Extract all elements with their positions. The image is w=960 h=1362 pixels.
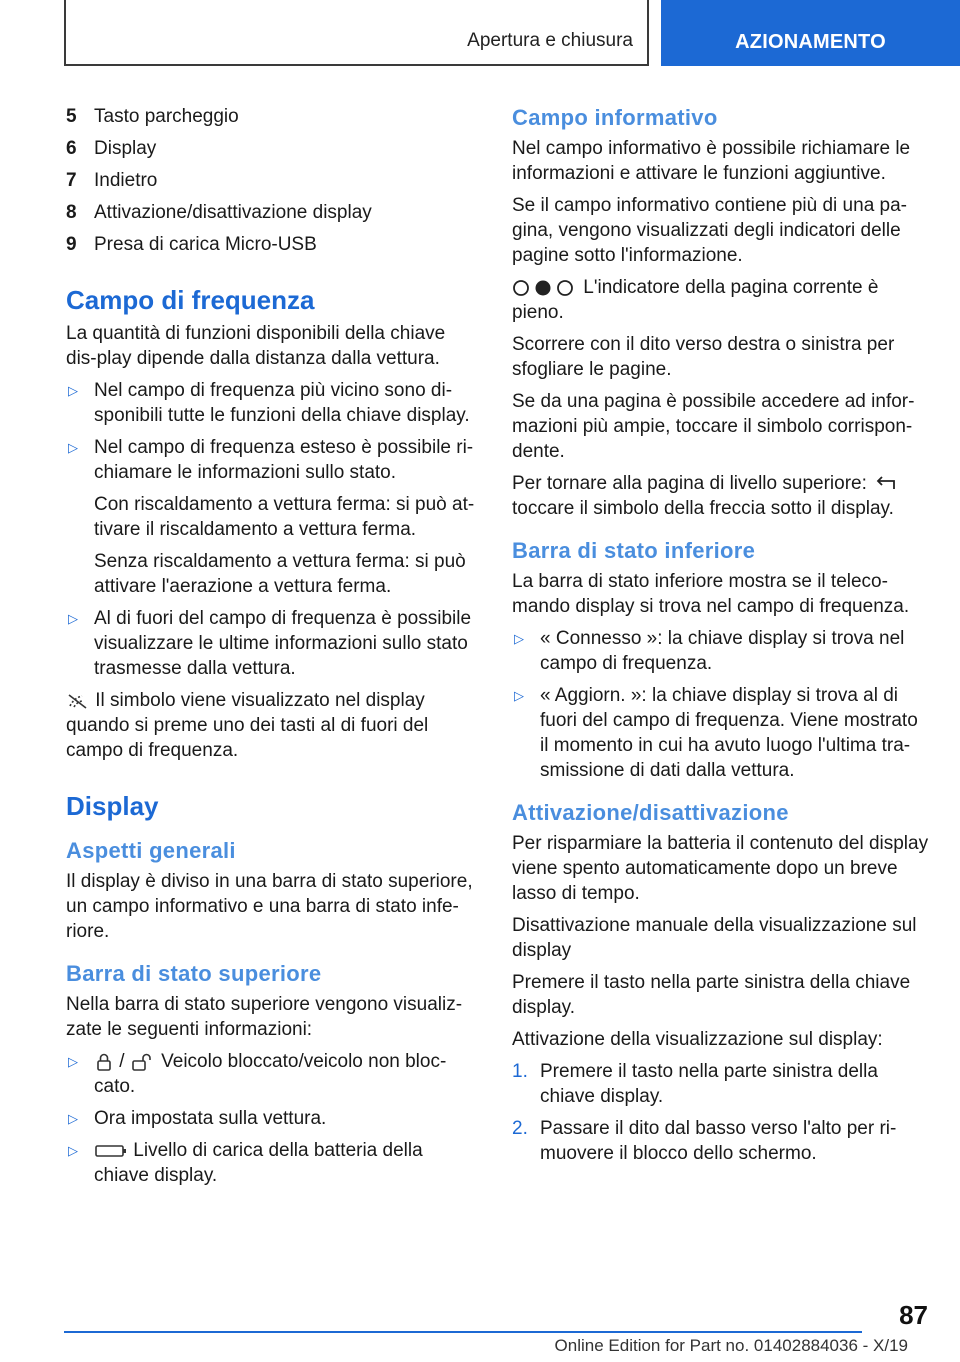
paragraph-text: Per tornare alla pagina di livello superiore: (512, 473, 867, 494)
legend-item (66, 104, 480, 129)
page-indicator-icon (512, 278, 578, 298)
bullet-text-wrap (94, 1049, 480, 1099)
bullet-item (66, 1138, 480, 1188)
legend-number: 6 (66, 138, 77, 159)
step-number: 2. (512, 1118, 528, 1139)
bullet-text: Nel campo di frequenza esteso è possibile ri-chiamare le informazioni sullo stato. (94, 437, 474, 483)
heading-display: Display (66, 791, 159, 821)
bullet-text: Livello di carica della batteria della chiave display. (94, 1140, 423, 1186)
triangle-bullet-icon: ▷ (514, 631, 524, 646)
paragraph: Scorrere con il dito verso destra o sinistra per sfogliare le pagine. (512, 334, 895, 380)
note-paragraph (66, 688, 480, 763)
legend-item (66, 168, 480, 193)
paragraph-text: toccare il simbolo della freccia sotto il display. (512, 498, 894, 519)
legend-number: 8 (66, 202, 77, 223)
legend-text: Attivazione/disattivazione display (94, 202, 372, 223)
header-section-tab (64, 0, 649, 66)
heading-lower-status-bar: Barra di stato inferiore (512, 538, 756, 563)
paragraph: Nel campo informativo è possibile richiamare le informazioni e attivare le funzioni aggiuntive. (512, 138, 911, 184)
triangle-bullet-icon: ▷ (68, 440, 78, 455)
bullet-item (66, 435, 480, 485)
bullet-item (512, 683, 930, 783)
lock-closed-icon (94, 1052, 114, 1072)
legend-item (66, 232, 480, 257)
bullet-item (66, 1049, 480, 1099)
paragraph: La quantità di funzioni disponibili della chiave dis-play dipende dalla distanza dalla vettura. (66, 323, 446, 369)
triangle-bullet-icon: ▷ (68, 1054, 78, 1069)
legend-number: 9 (66, 234, 77, 255)
footer-edition: Online Edition for Part no. 01402884036 - X/19 (554, 1336, 908, 1355)
step-number: 1. (512, 1061, 528, 1082)
legend-text: Indietro (94, 170, 158, 191)
bullet-text: Veicolo bloccato/veicolo non bloc-cato. (94, 1051, 447, 1097)
bullet-text: Al di fuori del campo di frequenza è possibile visualizzare le ultime informazioni sullo stato trasmesse dalla vettura. (94, 608, 472, 679)
left-column (66, 104, 480, 1195)
bullet-text: Ora impostata sulla vettura. (94, 1108, 327, 1129)
step-text: Passare il dito dal basso verso l'alto per ri-muovere il blocco dello schermo. (540, 1118, 897, 1164)
step-text: Premere il tasto nella parte sinistra della chiave display. (540, 1061, 878, 1107)
step-item (512, 1116, 930, 1166)
legend-item (66, 200, 480, 225)
bullet-item (66, 378, 480, 428)
triangle-bullet-icon: ▷ (68, 611, 78, 626)
header-chapter-tab (661, 0, 960, 66)
bullet-text: « Connesso »: la chiave display si trova nel campo di frequenza. (540, 628, 905, 674)
paragraph: Se da una pagina è possibile accedere ad infor-mazioni più ampie, toccare il simbolo corrispon-dente. (512, 391, 915, 462)
triangle-bullet-icon: ▷ (68, 1111, 78, 1126)
bullet-item (512, 626, 930, 676)
legend-text: Display (94, 138, 157, 159)
paragraph (512, 471, 930, 521)
page-number: 87 (899, 1300, 928, 1330)
note-text: Il simbolo viene visualizzato nel display quando si preme uno dei tasti al di fuori del campo di frequenza. (66, 690, 429, 761)
sub-paragraph: Senza riscaldamento a vettura ferma: si può attivare l'aerazione a vettura ferma. (94, 551, 466, 597)
legend-number: 7 (66, 170, 77, 191)
heading-frequency-range: Campo di frequenza (66, 285, 315, 315)
bullet-item (66, 606, 480, 681)
legend-text: Presa di carica Micro-USB (94, 234, 317, 255)
battery-icon (94, 1143, 128, 1159)
paragraph-text: L'indicatore della pagina corrente è pieno. (512, 277, 879, 323)
legend-item (66, 136, 480, 161)
paragraph: Premere il tasto nella parte sinistra della chiave display. (512, 972, 911, 1018)
triangle-bullet-icon: ▷ (68, 1143, 78, 1158)
legend-number: 5 (66, 106, 77, 127)
bullet-item (66, 1106, 480, 1131)
legend-text: Tasto parcheggio (94, 106, 239, 127)
footer-divider (64, 1331, 862, 1333)
legend-list (66, 104, 480, 257)
paragraph (512, 275, 930, 325)
step-item (512, 1059, 930, 1109)
lock-open-icon (130, 1052, 156, 1072)
triangle-bullet-icon: ▷ (514, 688, 524, 703)
right-column (512, 104, 930, 1173)
header-chapter-title: AZIONAMENTO (735, 31, 886, 53)
bullet-text: Nel campo di frequenza più vicino sono di-sponibili tutte le funzioni della chiave display. (94, 380, 470, 426)
paragraph: Se il campo informativo contiene più di una pa-gina, vengono visualizzati degli indicatori delle pagine sotto l'informazione. (512, 195, 908, 266)
paragraph: Disattivazione manuale della visualizzazione sul display (512, 915, 917, 961)
heading-general: Aspetti generali (66, 838, 236, 863)
no-signal-icon (66, 692, 90, 710)
paragraph: La barra di stato inferiore mostra se il teleco-mando display si trova nel campo di frequenza. (512, 571, 910, 617)
paragraph: Per risparmiare la batteria il contenuto del display viene spento automaticamente dopo un breve lasso di tempo. (512, 833, 929, 904)
heading-activation: Attivazione/disattivazione (512, 800, 789, 825)
paragraph: Nella barra di stato superiore vengono visualiz-zate le seguenti informazioni: (66, 994, 463, 1040)
triangle-bullet-icon: ▷ (68, 383, 78, 398)
heading-info-field: Campo informativo (512, 105, 718, 130)
header-section-title: Apertura e chiusura (467, 30, 633, 51)
sub-paragraph: Con riscaldamento a vettura ferma: si può at-tivare il riscaldamento a vettura ferma. (94, 494, 475, 540)
paragraph: Il display è diviso in una barra di stato superiore, un campo informativo e una barra di stato infe-riore. (66, 871, 473, 942)
paragraph: Attivazione della visualizzazione sul display: (512, 1029, 883, 1050)
back-arrow-icon (872, 474, 900, 494)
heading-upper-status-bar: Barra di stato superiore (66, 961, 322, 986)
separator: / (119, 1051, 125, 1072)
bullet-text-wrap (94, 1138, 480, 1188)
bullet-text: « Aggiorn. »: la chiave display si trova al di fuori del campo di frequenza. Viene mostrato il momento in cui ha avuto luogo l'ultima tra-smissione di dati dalla vettura. (540, 685, 918, 781)
